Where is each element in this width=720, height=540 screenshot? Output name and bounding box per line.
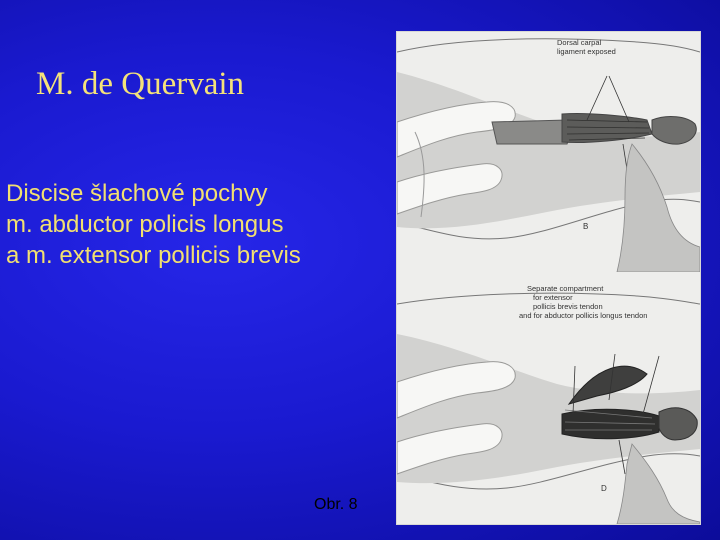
panel-d-label-line: for extensor (533, 293, 573, 302)
body-line: m. abductor policis longus (6, 211, 284, 238)
body-line: Discise šlachové pochvy (6, 180, 268, 207)
panel-b-label (557, 38, 616, 56)
panel-b-letter: B (583, 222, 589, 231)
panel-b-drawing (397, 32, 700, 272)
panel-d-label-line: and for abductor pollicis longus tendon (519, 311, 648, 320)
panel-d-label (519, 284, 648, 320)
anatomical-illustration (397, 32, 700, 524)
panel-b-label-line: Dorsal carpal (557, 38, 602, 47)
panel-d-label-line: Separate compartment (527, 284, 604, 293)
body-line: a m. extensor pollicis brevis (6, 242, 301, 269)
panel-d-letter: D (601, 484, 607, 493)
panel-b-label-line: ligament exposed (557, 47, 616, 56)
figure-caption: Obr. 8 (314, 496, 358, 513)
slide-body-text (6, 178, 301, 271)
panel-d-label-line: pollicis brevis tendon (533, 302, 603, 311)
slide-title: M. de Quervain (36, 66, 245, 102)
